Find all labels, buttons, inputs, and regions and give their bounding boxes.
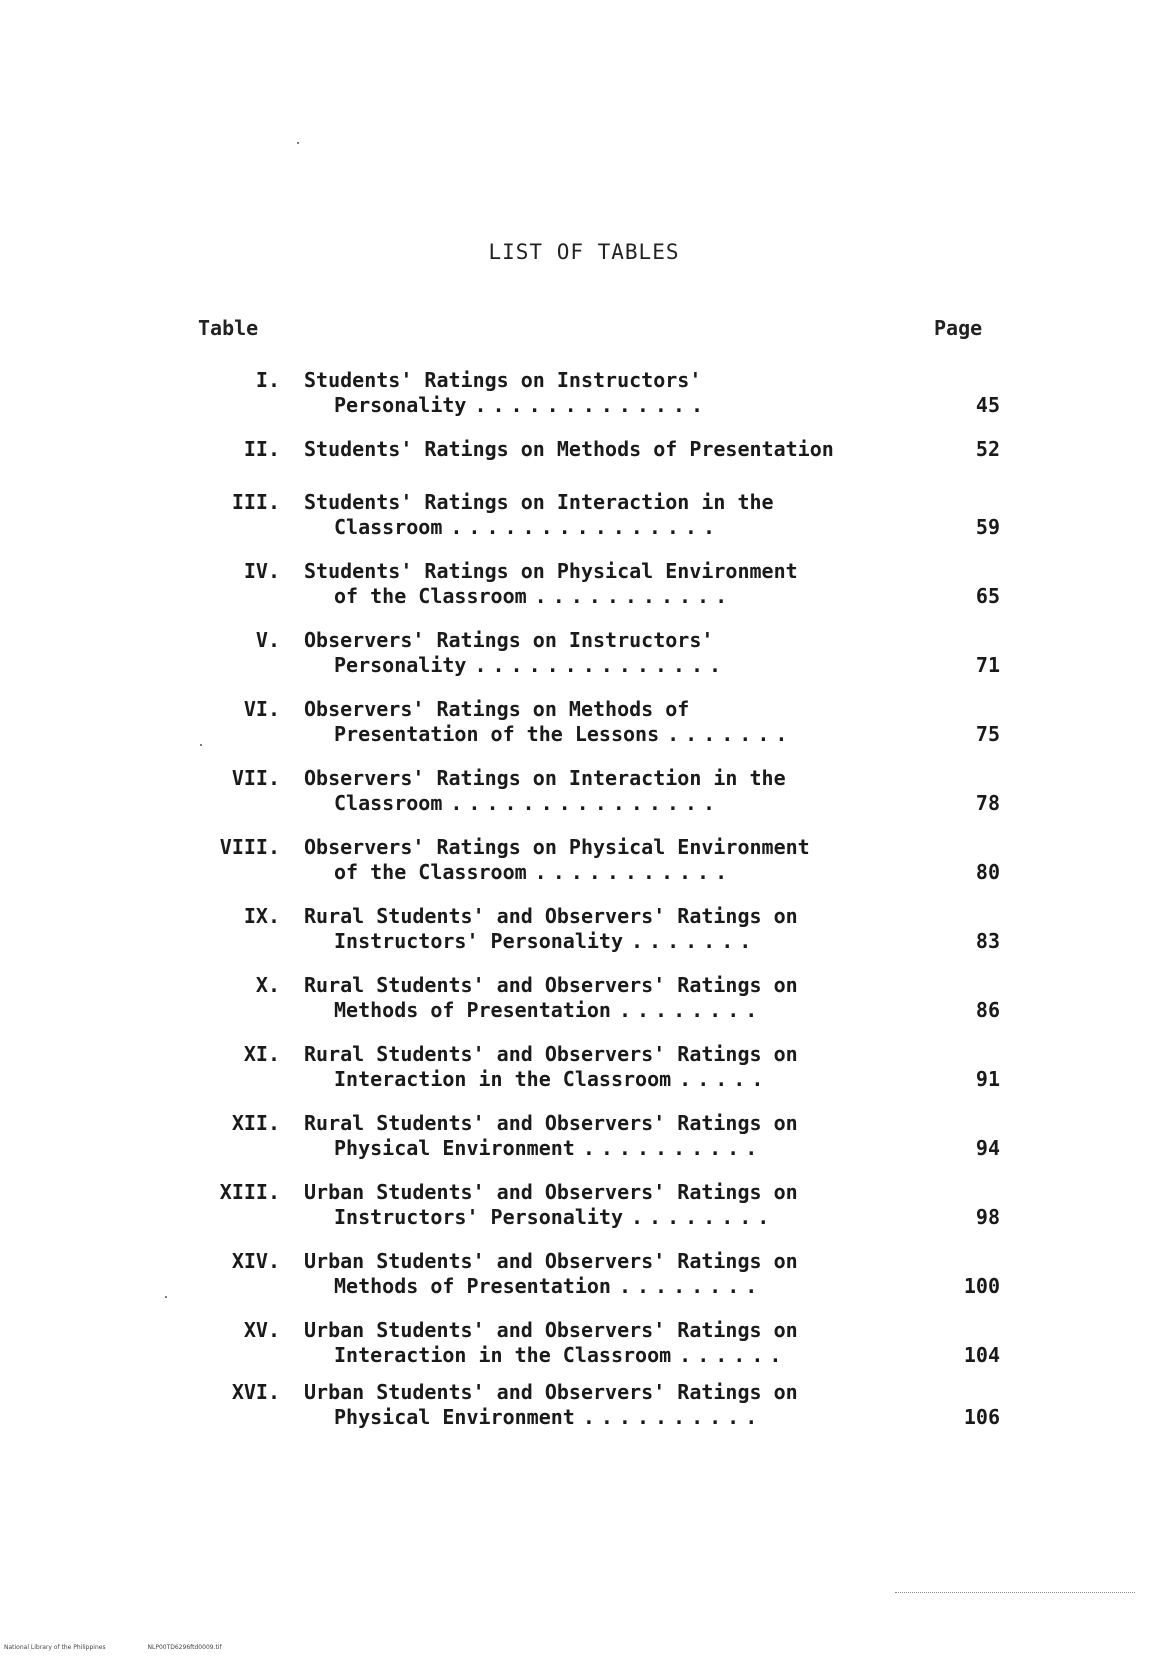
list-item xyxy=(190,1318,1000,1374)
list-item xyxy=(190,490,1000,546)
library-credit: National Library of the Philippines xyxy=(4,1644,106,1651)
page-number: 86 xyxy=(975,998,1000,1022)
title-text: Instructors' Personality xyxy=(334,929,623,953)
table-title-line2 xyxy=(334,393,709,417)
title-text: Interaction in the Classroom xyxy=(334,1343,672,1367)
table-title-line1: Observers' Ratings on Instructors' xyxy=(304,628,714,652)
page-number: 91 xyxy=(975,1067,1000,1091)
table-title-line2 xyxy=(334,998,763,1022)
file-name: NLP00TD6296ftd0009.tif xyxy=(147,1644,222,1651)
dot-leader: ............... xyxy=(450,515,721,539)
title-text: Interaction in the Classroom xyxy=(334,1067,672,1091)
table-title-line2 xyxy=(334,1205,775,1229)
table-title-line2 xyxy=(334,653,727,677)
table-number: X. xyxy=(255,973,280,997)
dot-leader: ........... xyxy=(534,584,734,608)
table-title-line1: Urban Students' and Observers' Ratings on xyxy=(304,1180,798,1204)
list-item xyxy=(190,437,1000,477)
page-number: 98 xyxy=(975,1205,1000,1229)
page-number: 106 xyxy=(963,1405,1000,1429)
table-number: VII. xyxy=(231,766,280,790)
table-title-line1: Students' Ratings on Instructors' xyxy=(304,368,702,392)
page-number: 80 xyxy=(975,860,1000,884)
table-title-line1: Observers' Ratings on Interaction in the xyxy=(304,766,786,790)
title-text: Physical Environment xyxy=(334,1405,575,1429)
page-number: 78 xyxy=(975,791,1000,815)
table-title-line1: Urban Students' and Observers' Ratings on xyxy=(304,1380,798,1404)
list-item xyxy=(190,559,1000,615)
scan-artifact-line xyxy=(895,1592,1135,1593)
table-title-line2 xyxy=(334,1274,763,1298)
dot-leader: .......... xyxy=(582,1136,764,1160)
title-text: Instructors' Personality xyxy=(334,1205,623,1229)
dot-leader: ...... xyxy=(679,1343,788,1367)
list-item xyxy=(190,628,1000,684)
table-number: III. xyxy=(231,490,280,514)
table-title-line2 xyxy=(334,1405,763,1429)
title-text: Personality xyxy=(334,393,467,417)
table-title-line2 xyxy=(334,722,793,746)
page-column-header: Page xyxy=(934,316,983,340)
title-text: Methods of Presentation xyxy=(334,1274,611,1298)
table-number: VIII. xyxy=(219,835,280,859)
table-title-line1: Students' Ratings on Methods of Presentation xyxy=(304,437,834,461)
list-item xyxy=(190,1111,1000,1167)
table-list xyxy=(190,368,1000,1449)
page-number: 75 xyxy=(975,722,1000,746)
table-title-line1: Rural Students' and Observers' Ratings on xyxy=(304,1111,798,1135)
list-item xyxy=(190,1042,1000,1098)
table-number: IV. xyxy=(243,559,280,583)
dot-leader: ............. xyxy=(474,393,709,417)
dot-leader: .............. xyxy=(474,653,728,677)
scan-speck xyxy=(297,142,299,144)
scan-speck xyxy=(165,1296,167,1298)
title-text: Classroom xyxy=(334,515,443,539)
list-item xyxy=(190,697,1000,753)
table-title-line1: Urban Students' and Observers' Ratings on xyxy=(304,1318,798,1342)
page-number: 100 xyxy=(963,1274,1000,1298)
table-title-line2 xyxy=(334,929,757,953)
dot-leader: ..... xyxy=(679,1067,770,1091)
table-number: XVI. xyxy=(231,1380,280,1404)
table-title-line2 xyxy=(334,1343,787,1367)
dot-leader: ............... xyxy=(450,791,721,815)
list-item xyxy=(190,973,1000,1029)
table-title-line1: Observers' Ratings on Methods of xyxy=(304,697,690,721)
table-title-line1: Rural Students' and Observers' Ratings on xyxy=(304,904,798,928)
dot-leader: ........ xyxy=(618,1274,764,1298)
dot-leader: ........... xyxy=(534,860,734,884)
table-number: XIII. xyxy=(219,1180,280,1204)
page-number: 52 xyxy=(975,437,1000,461)
list-item xyxy=(190,1180,1000,1236)
dot-leader: ....... xyxy=(667,722,794,746)
table-title-line1: Rural Students' and Observers' Ratings on xyxy=(304,973,798,997)
page-number: 83 xyxy=(975,929,1000,953)
page-number: 45 xyxy=(975,393,1000,417)
table-number: V. xyxy=(255,628,280,652)
table-title-line2 xyxy=(334,584,733,608)
title-text: Methods of Presentation xyxy=(334,998,611,1022)
list-item xyxy=(190,368,1000,424)
page-number: 104 xyxy=(963,1343,1000,1367)
table-number: II. xyxy=(243,437,280,461)
page-number: 65 xyxy=(975,584,1000,608)
scan-footer xyxy=(4,1644,262,1651)
table-title-line1: Observers' Ratings on Physical Environment xyxy=(304,835,810,859)
page-number: 59 xyxy=(975,515,1000,539)
table-number: I. xyxy=(255,368,280,392)
table-column-header: Table xyxy=(198,316,259,340)
list-item xyxy=(190,835,1000,891)
title-text: Physical Environment xyxy=(334,1136,575,1160)
table-number: IX. xyxy=(243,904,280,928)
title-text: Presentation of the Lessons xyxy=(334,722,660,746)
title-text: Personality xyxy=(334,653,467,677)
table-title-line2 xyxy=(334,515,721,539)
title-text: of the Classroom xyxy=(334,584,527,608)
table-title-line1: Rural Students' and Observers' Ratings on xyxy=(304,1042,798,1066)
list-item xyxy=(190,1380,1000,1436)
table-number: VI. xyxy=(243,697,280,721)
page-number: 71 xyxy=(975,653,1000,677)
table-number: XV. xyxy=(243,1318,280,1342)
dot-leader: ........ xyxy=(618,998,764,1022)
table-number: XII. xyxy=(231,1111,280,1135)
table-title-line1: Urban Students' and Observers' Ratings on xyxy=(304,1249,798,1273)
table-number: XIV. xyxy=(231,1249,280,1273)
scan-speck xyxy=(200,744,202,746)
table-title-line2 xyxy=(334,1067,769,1091)
dot-leader: .......... xyxy=(582,1405,764,1429)
table-title-line1: Students' Ratings on Interaction in the xyxy=(304,490,774,514)
title-text: of the Classroom xyxy=(334,860,527,884)
page-number: 94 xyxy=(975,1136,1000,1160)
table-title-line1: Students' Ratings on Physical Environment xyxy=(304,559,798,583)
dot-leader: ....... xyxy=(630,929,758,953)
table-title-line2 xyxy=(334,791,721,815)
list-item xyxy=(190,1249,1000,1305)
dot-leader: ........ xyxy=(630,1205,776,1229)
list-item xyxy=(190,904,1000,960)
table-title-line2 xyxy=(334,860,733,884)
list-item xyxy=(190,766,1000,822)
page-title: LIST OF TABLES xyxy=(488,240,680,264)
title-text: Classroom xyxy=(334,791,443,815)
table-number: XI. xyxy=(243,1042,280,1066)
table-title-line2 xyxy=(334,1136,763,1160)
